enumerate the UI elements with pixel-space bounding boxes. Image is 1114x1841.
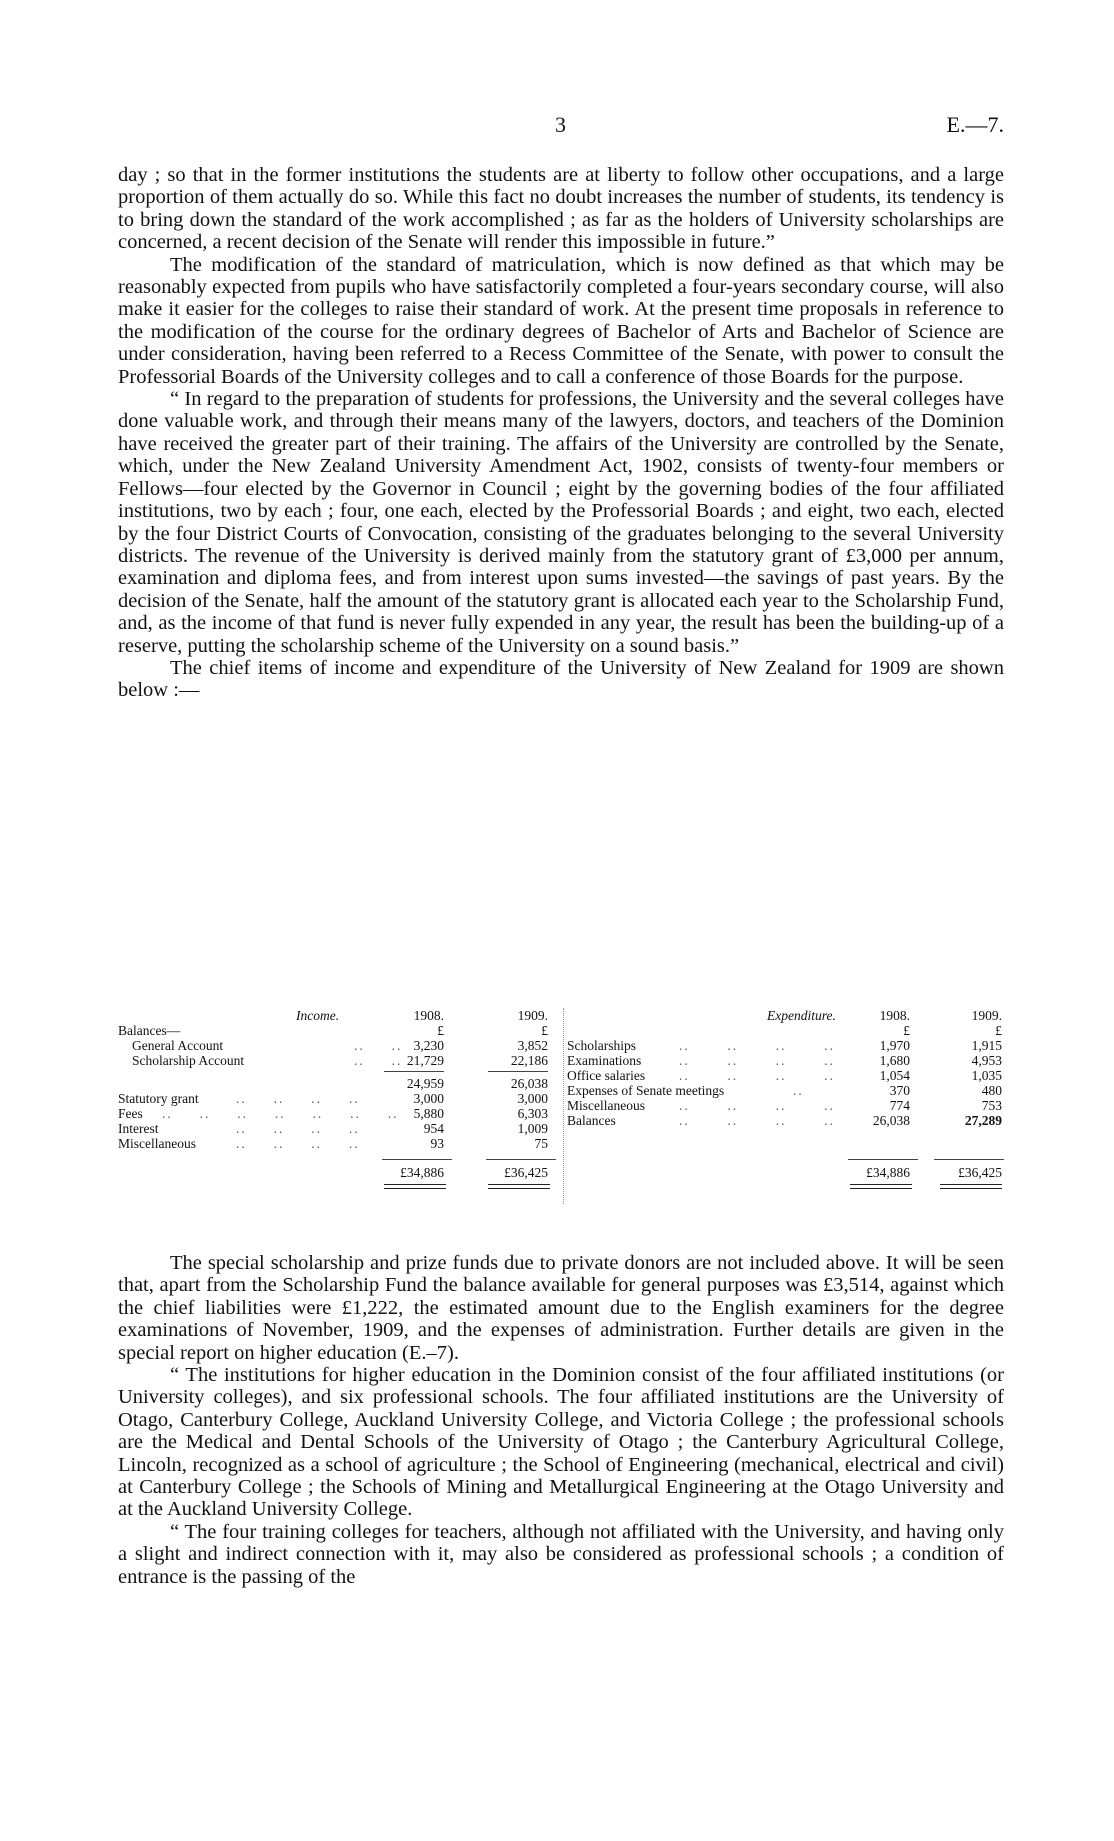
body-text-lower bbox=[118, 1252, 1004, 1588]
row-label: Scholarships bbox=[567, 1038, 636, 1053]
value-1908: 1,680 bbox=[879, 1053, 910, 1068]
paragraph: The chief items of income and expenditure of the University of New Zealand for 1909 are shown below :— bbox=[118, 656, 1004, 702]
value-1909: 22,186 bbox=[510, 1053, 548, 1068]
paragraph: The modification of the standard of matriculation, which is now defined as that which may be reasonably expected from pupils who have satisfactorily completed a four-years secondary course, will also make it easier for the colleges to raise their standard of work. At the present time proposals in reference to the modification of the course for the ordinary degrees of Bachelor of Arts and Bachelor of Science are under consideration, having been referred to a Recess Committee of the Senate, with power to consult the Professorial Boards of the University colleges and to call a conference of those Boards for the purpose. bbox=[118, 253, 1004, 388]
expenditure-heading: Expenditure. bbox=[767, 1008, 836, 1023]
subtotal-rule bbox=[384, 1071, 444, 1072]
value-1909: 753 bbox=[981, 1098, 1002, 1113]
total-rule bbox=[382, 1159, 452, 1160]
currency-symbol: £ bbox=[541, 1023, 548, 1038]
total-rule bbox=[486, 1159, 556, 1160]
value-1909: 6,303 bbox=[517, 1106, 548, 1121]
row-label: Office salaries bbox=[567, 1068, 646, 1083]
currency-symbol: £ bbox=[903, 1023, 910, 1038]
value-1908: 774 bbox=[889, 1098, 910, 1113]
report-code: E.—7. bbox=[946, 112, 1004, 137]
value-1908: 954 bbox=[423, 1121, 444, 1136]
subtotal-rule bbox=[488, 1071, 548, 1072]
value-1908: 26,038 bbox=[872, 1113, 910, 1128]
row-label: Balances bbox=[567, 1113, 616, 1128]
year-header: 1909. bbox=[971, 1008, 1002, 1023]
paragraph: “ In regard to the preparation of students for professions, the University and the several colleges have done valuable work, and through their means many of the lawyers, doctors, and teachers of the Dominion have received the greater part of their training. The affairs of the University are controlled by the Senate, which, under the New Zealand University Amendment Act, 1902, consists of twenty-four members or Fellows—four elected by the Governor in Council ; eight by the governing bodies of the four affiliated institutions, two by each ; four, one each, elected by the Professorial Boards ; and eight, two each, elected by the four District Courts of Convocation, consisting of the graduates belonging to the several University districts. The revenue of the University is derived mainly from the statutory grant of £3,000 per annum, examination and diploma fees, and from interest upon sums invested—the savings of past years. By the decision of the Senate, half the amount of the statutory grant is allocated each year to the Scholarship Fund, and, as the income of that fund is never fully expended in any year, the result has been the building-up of a reserve, putting the scholarship scheme of the University on a sound basis.” bbox=[118, 388, 1004, 657]
row-label: Fees bbox=[118, 1106, 143, 1121]
value-1909: 27,289 bbox=[964, 1113, 1002, 1128]
income-side: Income. 1908. 1909. Balances— £ £ General Account .. .. 3,230 3,852 Scholarship Account .. .. 21,729 22,186 24,959 26,038 Statutory grant .. .. .. .. 3,000 3,000 Fees .. .. .. .. .. .. .. 5,880 6,303 Interest .. .. .. .. 954 1,009 Miscellaneous .. .. .. .. 93 75 £34,886 £36,425 bbox=[118, 1008, 564, 1204]
body-text-upper bbox=[118, 164, 1004, 702]
total-double-rule bbox=[850, 1184, 912, 1189]
year-header: 1909. bbox=[517, 1008, 548, 1023]
value-1909: 3,000 bbox=[517, 1091, 548, 1106]
total-1908: £34,886 bbox=[400, 1165, 444, 1180]
value-1909: 3,852 bbox=[517, 1038, 548, 1053]
row-label: Examinations bbox=[567, 1053, 642, 1068]
currency-symbol: £ bbox=[995, 1023, 1002, 1038]
value-1908: 1,054 bbox=[879, 1068, 910, 1083]
row-label: Miscellaneous bbox=[118, 1136, 196, 1151]
value-1908: 1,970 bbox=[879, 1038, 910, 1053]
paragraph: “ The institutions for higher education in the Dominion consist of the four affiliated institutions (or University colleges), and six professional schools. The four affiliated institutions are the University of Otago, Canterbury College, Auckland University College, and Victoria College ; the professional schools are the Medical and Dental Schools of the University of Otago ; the Canterbury Agricultural College, Lincoln, recognized as a school of agriculture ; the School of Engineering (mechanical, electrical and civil) at Canterbury College ; the Schools of Mining and Metallurgical Engineering at the Otago University and at the Auckland University College. bbox=[118, 1364, 1004, 1521]
value-1908: 370 bbox=[889, 1083, 910, 1098]
row-label: Statutory grant bbox=[118, 1091, 199, 1106]
row-label: Balances— bbox=[118, 1023, 181, 1038]
value-1909: 1,915 bbox=[971, 1038, 1002, 1053]
total-rule bbox=[848, 1159, 918, 1160]
total-double-rule bbox=[384, 1184, 446, 1189]
paragraph: day ; so that in the former institutions the students are at liberty to follow other occupations, and a large proportion of them actually do so. While this fact no doubt increases the number of students, its tendency is to bring down the standard of the work accomplished ; as far as the holders of University scholarships are concerned, a recent decision of the Senate will render this impossible in future.” bbox=[118, 164, 1004, 254]
total-1908: £34,886 bbox=[866, 1165, 910, 1180]
currency-symbol: £ bbox=[437, 1023, 444, 1038]
row-label: Expenses of Senate meetings bbox=[567, 1083, 725, 1098]
value-1908: 93 bbox=[430, 1136, 444, 1151]
value-1908: 3,000 bbox=[413, 1091, 444, 1106]
subtotal-1909: 26,038 bbox=[510, 1076, 548, 1091]
value-1909: 1,009 bbox=[517, 1121, 548, 1136]
row-label: Miscellaneous bbox=[567, 1098, 645, 1113]
year-header: 1908. bbox=[413, 1008, 444, 1023]
row-label: General Account bbox=[132, 1038, 224, 1053]
value-1908: 3,230 bbox=[413, 1038, 444, 1053]
total-1909: £36,425 bbox=[504, 1165, 548, 1180]
expenditure-side: Expenditure. 1908. 1909. £ £ Scholarships .. .. .. .. 1,970 1,915 Examinations .. .. .. .. 1,680 4,953 Office salaries .. .. .. .. 1,054 1,035 Expenses of Senate meetings .. 370 480 Miscellaneous .. .. .. .. 774 753 Balances .. .. .. .. 26,038 27,289 £34,886 £36,425 bbox=[567, 1008, 1004, 1204]
value-1909: 480 bbox=[981, 1083, 1002, 1098]
income-heading: Income. bbox=[296, 1008, 340, 1023]
row-label: Scholarship Account bbox=[132, 1053, 245, 1068]
value-1909: 75 bbox=[534, 1136, 548, 1151]
total-double-rule bbox=[488, 1184, 550, 1189]
year-header: 1908. bbox=[879, 1008, 910, 1023]
total-double-rule bbox=[940, 1184, 1002, 1189]
value-1909: 1,035 bbox=[971, 1068, 1002, 1083]
value-1909: 4,953 bbox=[971, 1053, 1002, 1068]
paragraph: “ The four training colleges for teachers, although not affiliated with the University, and having only a slight and indirect connection with it, may also be considered as professional schools ; a condition of entrance is the passing of the bbox=[118, 1520, 1004, 1588]
total-1909: £36,425 bbox=[958, 1165, 1002, 1180]
page-number: 3 bbox=[555, 112, 566, 137]
paragraph: The special scholarship and prize funds due to private donors are not included above. It will be seen that, apart from the Scholarship Fund the balance available for general purposes was £3,514, against which the chief liabilities were £1,222, the estimated amount due to the English examiners for the degree examinations of November, 1909, and the expenses of administration. Further details are given in the special report on higher education (E.–7). bbox=[118, 1252, 1004, 1364]
income-expenditure-table bbox=[118, 1008, 1004, 1204]
row-label: Interest bbox=[118, 1121, 159, 1136]
value-1908: 21,729 bbox=[406, 1053, 444, 1068]
subtotal-1908: 24,959 bbox=[406, 1076, 444, 1091]
value-1908: 5,880 bbox=[413, 1106, 444, 1121]
total-rule bbox=[934, 1159, 1004, 1160]
